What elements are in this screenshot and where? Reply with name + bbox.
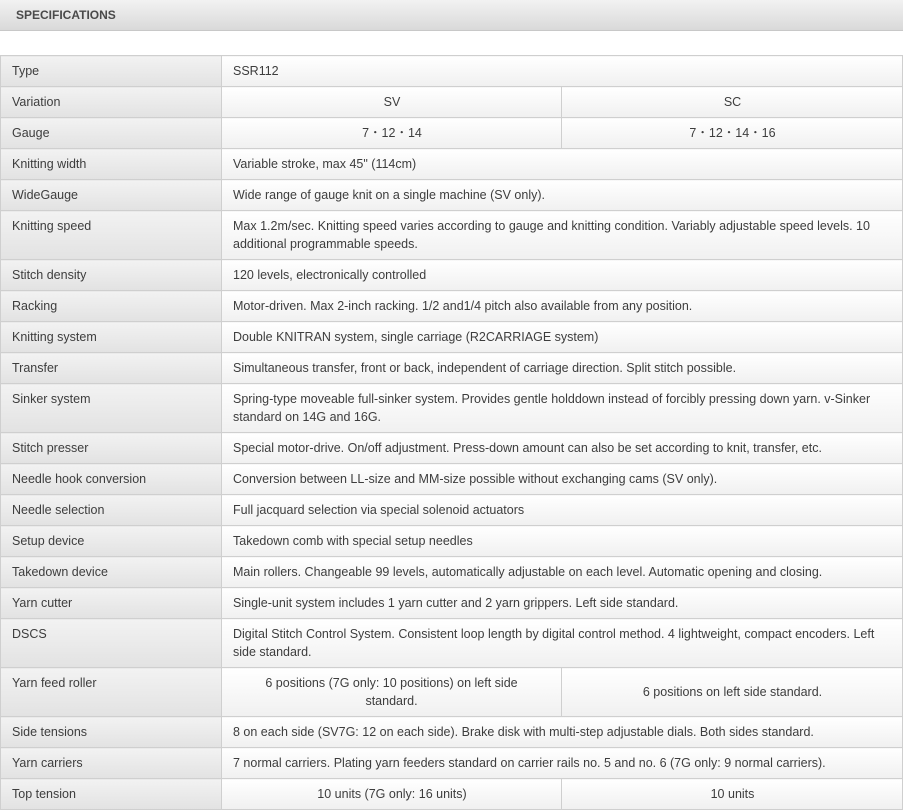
row-value: Wide range of gauge knit on a single machine (SV only). — [222, 180, 903, 211]
table-row — [1, 149, 903, 180]
table-row — [1, 717, 903, 748]
row-label: Sinker system — [1, 384, 222, 433]
row-value: Full jacquard selection via special solenoid actuators — [222, 495, 903, 526]
section-header — [0, 0, 903, 31]
row-label: DSCS — [1, 619, 222, 668]
row-value: Takedown comb with special setup needles — [222, 526, 903, 557]
table-row — [1, 668, 903, 717]
table-row — [1, 322, 903, 353]
table-row — [1, 464, 903, 495]
row-label: Side tensions — [1, 717, 222, 748]
row-label: Takedown device — [1, 557, 222, 588]
row-value: SSR112 — [222, 56, 903, 87]
row-label: Transfer — [1, 353, 222, 384]
row-label: Setup device — [1, 526, 222, 557]
table-row — [1, 291, 903, 322]
row-value: Digital Stitch Control System. Consistent loop length by digital control method. 4 lightweight, compact encoders. Left side standard. — [222, 619, 903, 668]
row-value: Double KNITRAN system, single carriage (R2CARRIAGE system) — [222, 322, 903, 353]
table-row — [1, 619, 903, 668]
table-row — [1, 526, 903, 557]
row-label: Needle hook conversion — [1, 464, 222, 495]
row-value: Spring-type moveable full-sinker system. Provides gentle holddown instead of forcibly pressing down yarn. v-Sinker standard on 14G and 16G. — [222, 384, 903, 433]
row-label: Yarn carriers — [1, 748, 222, 779]
row-value: Simultaneous transfer, front or back, independent of carriage direction. Split stitch possible. — [222, 353, 903, 384]
yarn-feed-roller-sv: 6 positions (7G only: 10 positions) on left side standard. — [222, 668, 562, 717]
top-tension-sc: 10 units — [562, 779, 903, 810]
row-label: Stitch density — [1, 260, 222, 291]
row-value: Max 1.2m/sec. Knitting speed varies according to gauge and knitting condition. Variably adjustable speed levels. 10 additional programmable speeds. — [222, 211, 903, 260]
table-row — [1, 118, 903, 149]
table-row — [1, 353, 903, 384]
table-row — [1, 495, 903, 526]
row-label: WideGauge — [1, 180, 222, 211]
row-value: 120 levels, electronically controlled — [222, 260, 903, 291]
spacer — [0, 31, 903, 55]
table-row — [1, 211, 903, 260]
yarn-feed-roller-sc: 6 positions on left side standard. — [562, 668, 903, 717]
table-row — [1, 779, 903, 810]
row-value: Special motor-drive. On/off adjustment. Press-down amount can also be set according to knit, transfer, etc. — [222, 433, 903, 464]
row-label: Type — [1, 56, 222, 87]
variation-sc: SC — [562, 87, 903, 118]
table-row — [1, 260, 903, 291]
row-label: Yarn cutter — [1, 588, 222, 619]
row-value: Single-unit system includes 1 yarn cutter and 2 yarn grippers. Left side standard. — [222, 588, 903, 619]
table-row — [1, 180, 903, 211]
row-value: Main rollers. Changeable 99 levels, automatically adjustable on each level. Automatic opening and closing. — [222, 557, 903, 588]
table-row — [1, 384, 903, 433]
table-row — [1, 87, 903, 118]
row-value: Motor-driven. Max 2-inch racking. 1/2 and1/4 pitch also available from any position. — [222, 291, 903, 322]
table-row — [1, 433, 903, 464]
row-value: Variable stroke, max 45" (114cm) — [222, 149, 903, 180]
gauge-sc: 7・12・14・16 — [562, 118, 903, 149]
row-label: Knitting speed — [1, 211, 222, 260]
row-value: 8 on each side (SV7G: 12 on each side). Brake disk with multi-step adjustable dials. Both sides standard. — [222, 717, 903, 748]
row-label: Knitting width — [1, 149, 222, 180]
top-tension-sv: 10 units (7G only: 16 units) — [222, 779, 562, 810]
table-row — [1, 748, 903, 779]
gauge-sv: 7・12・14 — [222, 118, 562, 149]
table-row — [1, 56, 903, 87]
row-label: Top tension — [1, 779, 222, 810]
row-label: Needle selection — [1, 495, 222, 526]
row-value: Conversion between LL-size and MM-size possible without exchanging cams (SV only). — [222, 464, 903, 495]
variation-sv: SV — [222, 87, 562, 118]
row-label: Stitch presser — [1, 433, 222, 464]
table-row — [1, 588, 903, 619]
table-row — [1, 557, 903, 588]
row-label: Variation — [1, 87, 222, 118]
row-label: Racking — [1, 291, 222, 322]
row-label: Knitting system — [1, 322, 222, 353]
specifications-table — [0, 55, 903, 810]
row-label: Gauge — [1, 118, 222, 149]
row-label: Yarn feed roller — [1, 668, 222, 717]
row-value: 7 normal carriers. Plating yarn feeders standard on carrier rails no. 5 and no. 6 (7G only: 9 normal carriers). — [222, 748, 903, 779]
section-title: SPECIFICATIONS — [16, 8, 116, 22]
